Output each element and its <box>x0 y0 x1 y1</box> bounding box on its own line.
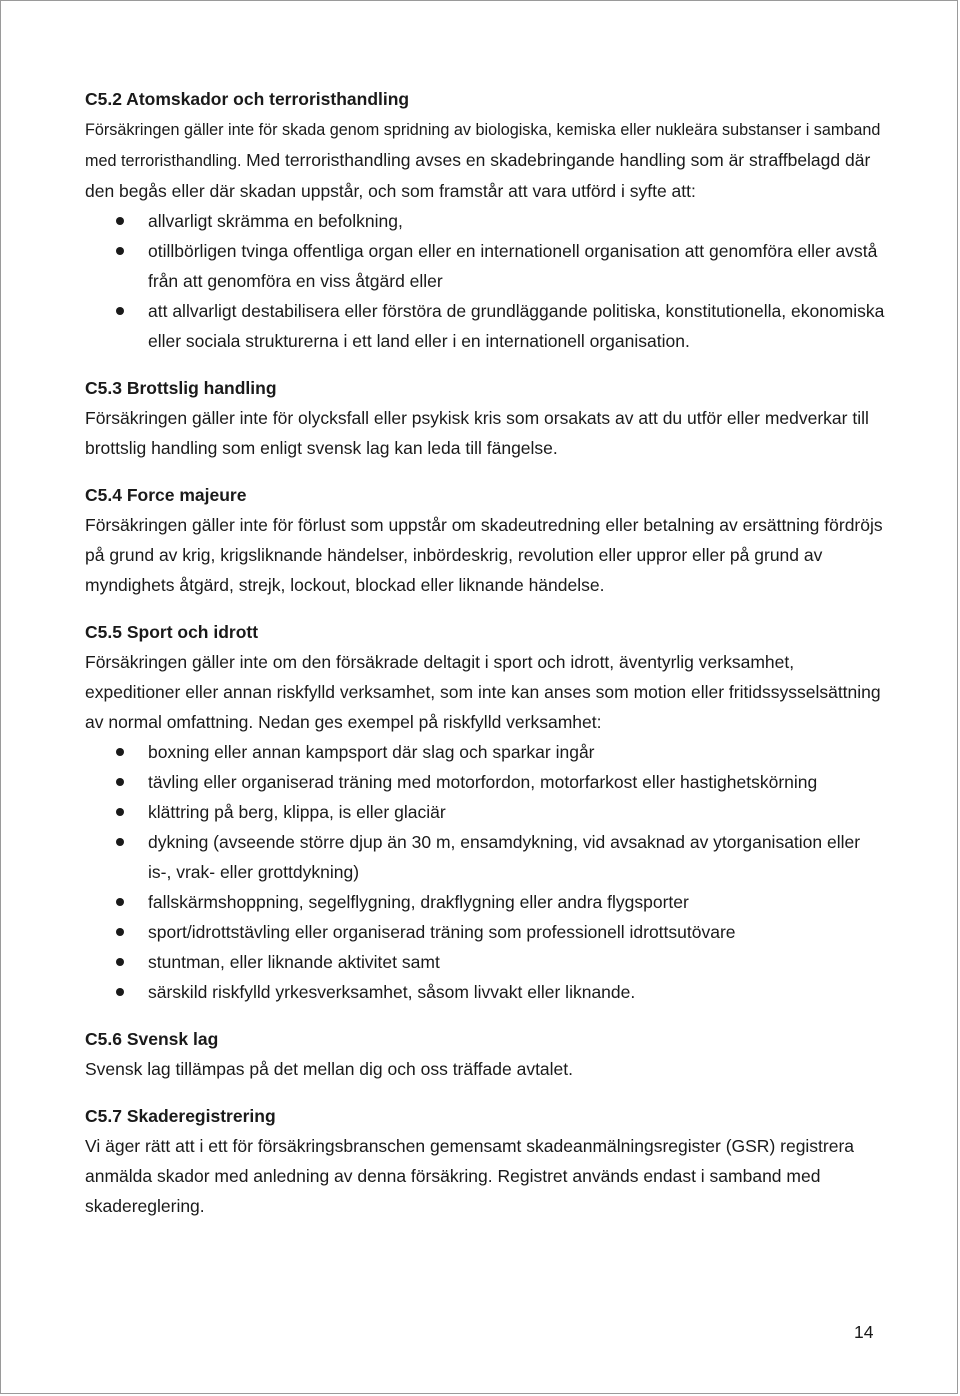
list-item-text: stuntman, eller liknande aktivitet samt <box>148 952 440 972</box>
list-item-text: allvarligt skrämma en befolkning, <box>148 211 403 231</box>
bullet-list <box>85 206 885 356</box>
list-item <box>85 977 885 1007</box>
list-item <box>85 206 885 236</box>
list-item <box>85 797 885 827</box>
section-paragraph: Försäkringen gäller inte om den försäkrade deltagit i sport och idrott, äventyrlig verksamhet, expeditioner eller annan riskfylld verksamhet, som inte kan anses som motion eller fritidssysselsättning av normal omfattning. Nedan ges exempel på riskfylld verksamhet: <box>85 652 881 732</box>
bullet-icon <box>116 808 124 816</box>
list-item <box>85 296 885 356</box>
list-item <box>85 236 885 296</box>
bullet-icon <box>116 748 124 756</box>
list-item-text: otillbörligen tvinga offentliga organ eller en internationell organisation att genomföra eller avstå från att genomföra en viss åtgärd eller <box>148 241 878 291</box>
bullet-icon <box>116 307 124 315</box>
section-paragraph: Svensk lag tillämpas på det mellan dig och oss träffade avtalet. <box>85 1059 574 1079</box>
page-content <box>85 84 885 1221</box>
list-item <box>85 737 885 767</box>
section-c5-3 <box>85 373 885 463</box>
bullet-icon <box>116 778 124 786</box>
section-paragraph <box>85 114 885 206</box>
bullet-icon <box>116 838 124 846</box>
section-c5-5 <box>85 617 885 1007</box>
bullet-icon <box>116 958 124 966</box>
section-c5-6 <box>85 1024 885 1084</box>
page-number: 14 <box>854 1322 874 1342</box>
bullet-icon <box>116 247 124 255</box>
bullet-icon <box>116 928 124 936</box>
list-item-text: boxning eller annan kampsport där slag och sparkar ingår <box>148 742 595 762</box>
section-heading: C5.2 Atomskador och terroristhandling <box>85 89 410 109</box>
list-item-text: dykning (avseende större djup än 30 m, ensamdykning, vid avsaknad av ytorganisation eller is-, vrak- eller grottdykning) <box>148 832 861 882</box>
list-item <box>85 827 885 887</box>
section-heading: C5.4 Force majeure <box>85 485 247 505</box>
list-item-text: sport/idrottstävling eller organiserad träning som professionell idrottsutövare <box>148 922 736 942</box>
list-item <box>85 917 885 947</box>
section-heading: C5.3 Brottslig handling <box>85 378 277 398</box>
bullet-icon <box>116 898 124 906</box>
list-item <box>85 767 885 797</box>
list-item <box>85 947 885 977</box>
bullet-list <box>85 737 885 1007</box>
section-heading: C5.7 Skaderegistrering <box>85 1106 276 1126</box>
section-c5-4 <box>85 480 885 600</box>
bullet-icon <box>116 217 124 225</box>
paragraph-part: Försäkringen gäller inte för skada genom spridning av biologiska, kemiska eller nukleära substanser i samband med terroristhandling. <box>85 121 881 170</box>
section-paragraph: Försäkringen gäller inte för förlust som uppstår om skadeutredning eller betalning av ersättning fördröjs på grund av krig, krigsliknande händelser, inbördeskrig, revolution eller uppror eller på grund av myndighets åtgärd, strejk, lockout, blockad eller liknande händelse. <box>85 515 883 595</box>
list-item-text: klättring på berg, klippa, is eller glaciär <box>148 802 446 822</box>
section-paragraph: Vi äger rätt att i ett för försäkringsbranschen gemensamt skadeanmälningsregister (GSR) registrera anmälda skador med anledning av denna försäkring. Registret används endast i samband med skadereglering. <box>85 1136 855 1216</box>
section-heading: C5.6 Svensk lag <box>85 1029 219 1049</box>
section-c5-7 <box>85 1101 885 1221</box>
section-paragraph: Försäkringen gäller inte för olycksfall eller psykisk kris som orsakats av att du utför eller medverkar till brottslig handling som enligt svensk lag kan leda till fängelse. <box>85 408 869 458</box>
list-item <box>85 887 885 917</box>
section-heading: C5.5 Sport och idrott <box>85 622 259 642</box>
list-item-text: tävling eller organiserad träning med motorfordon, motorfarkost eller hastighetskörning <box>148 772 818 792</box>
list-item-text: särskild riskfylld yrkesverksamhet, såsom livvakt eller liknande. <box>148 982 636 1002</box>
section-c5-2 <box>85 84 885 356</box>
paragraph-part: Med terroristhandling avses en skadebringande handling som är straffbelagd där den begås eller där skadan uppstår, och som framstår att vara utförd i syfte att: <box>85 150 871 201</box>
list-item-text: att allvarligt destabilisera eller förstöra de grundläggande politiska, konstitutionella, ekonomiska eller sociala strukturerna i ett land eller i en internationell organisation. <box>148 301 885 351</box>
bullet-icon <box>116 988 124 996</box>
list-item-text: fallskärmshoppning, segelflygning, drakflygning eller andra flygsporter <box>148 892 689 912</box>
